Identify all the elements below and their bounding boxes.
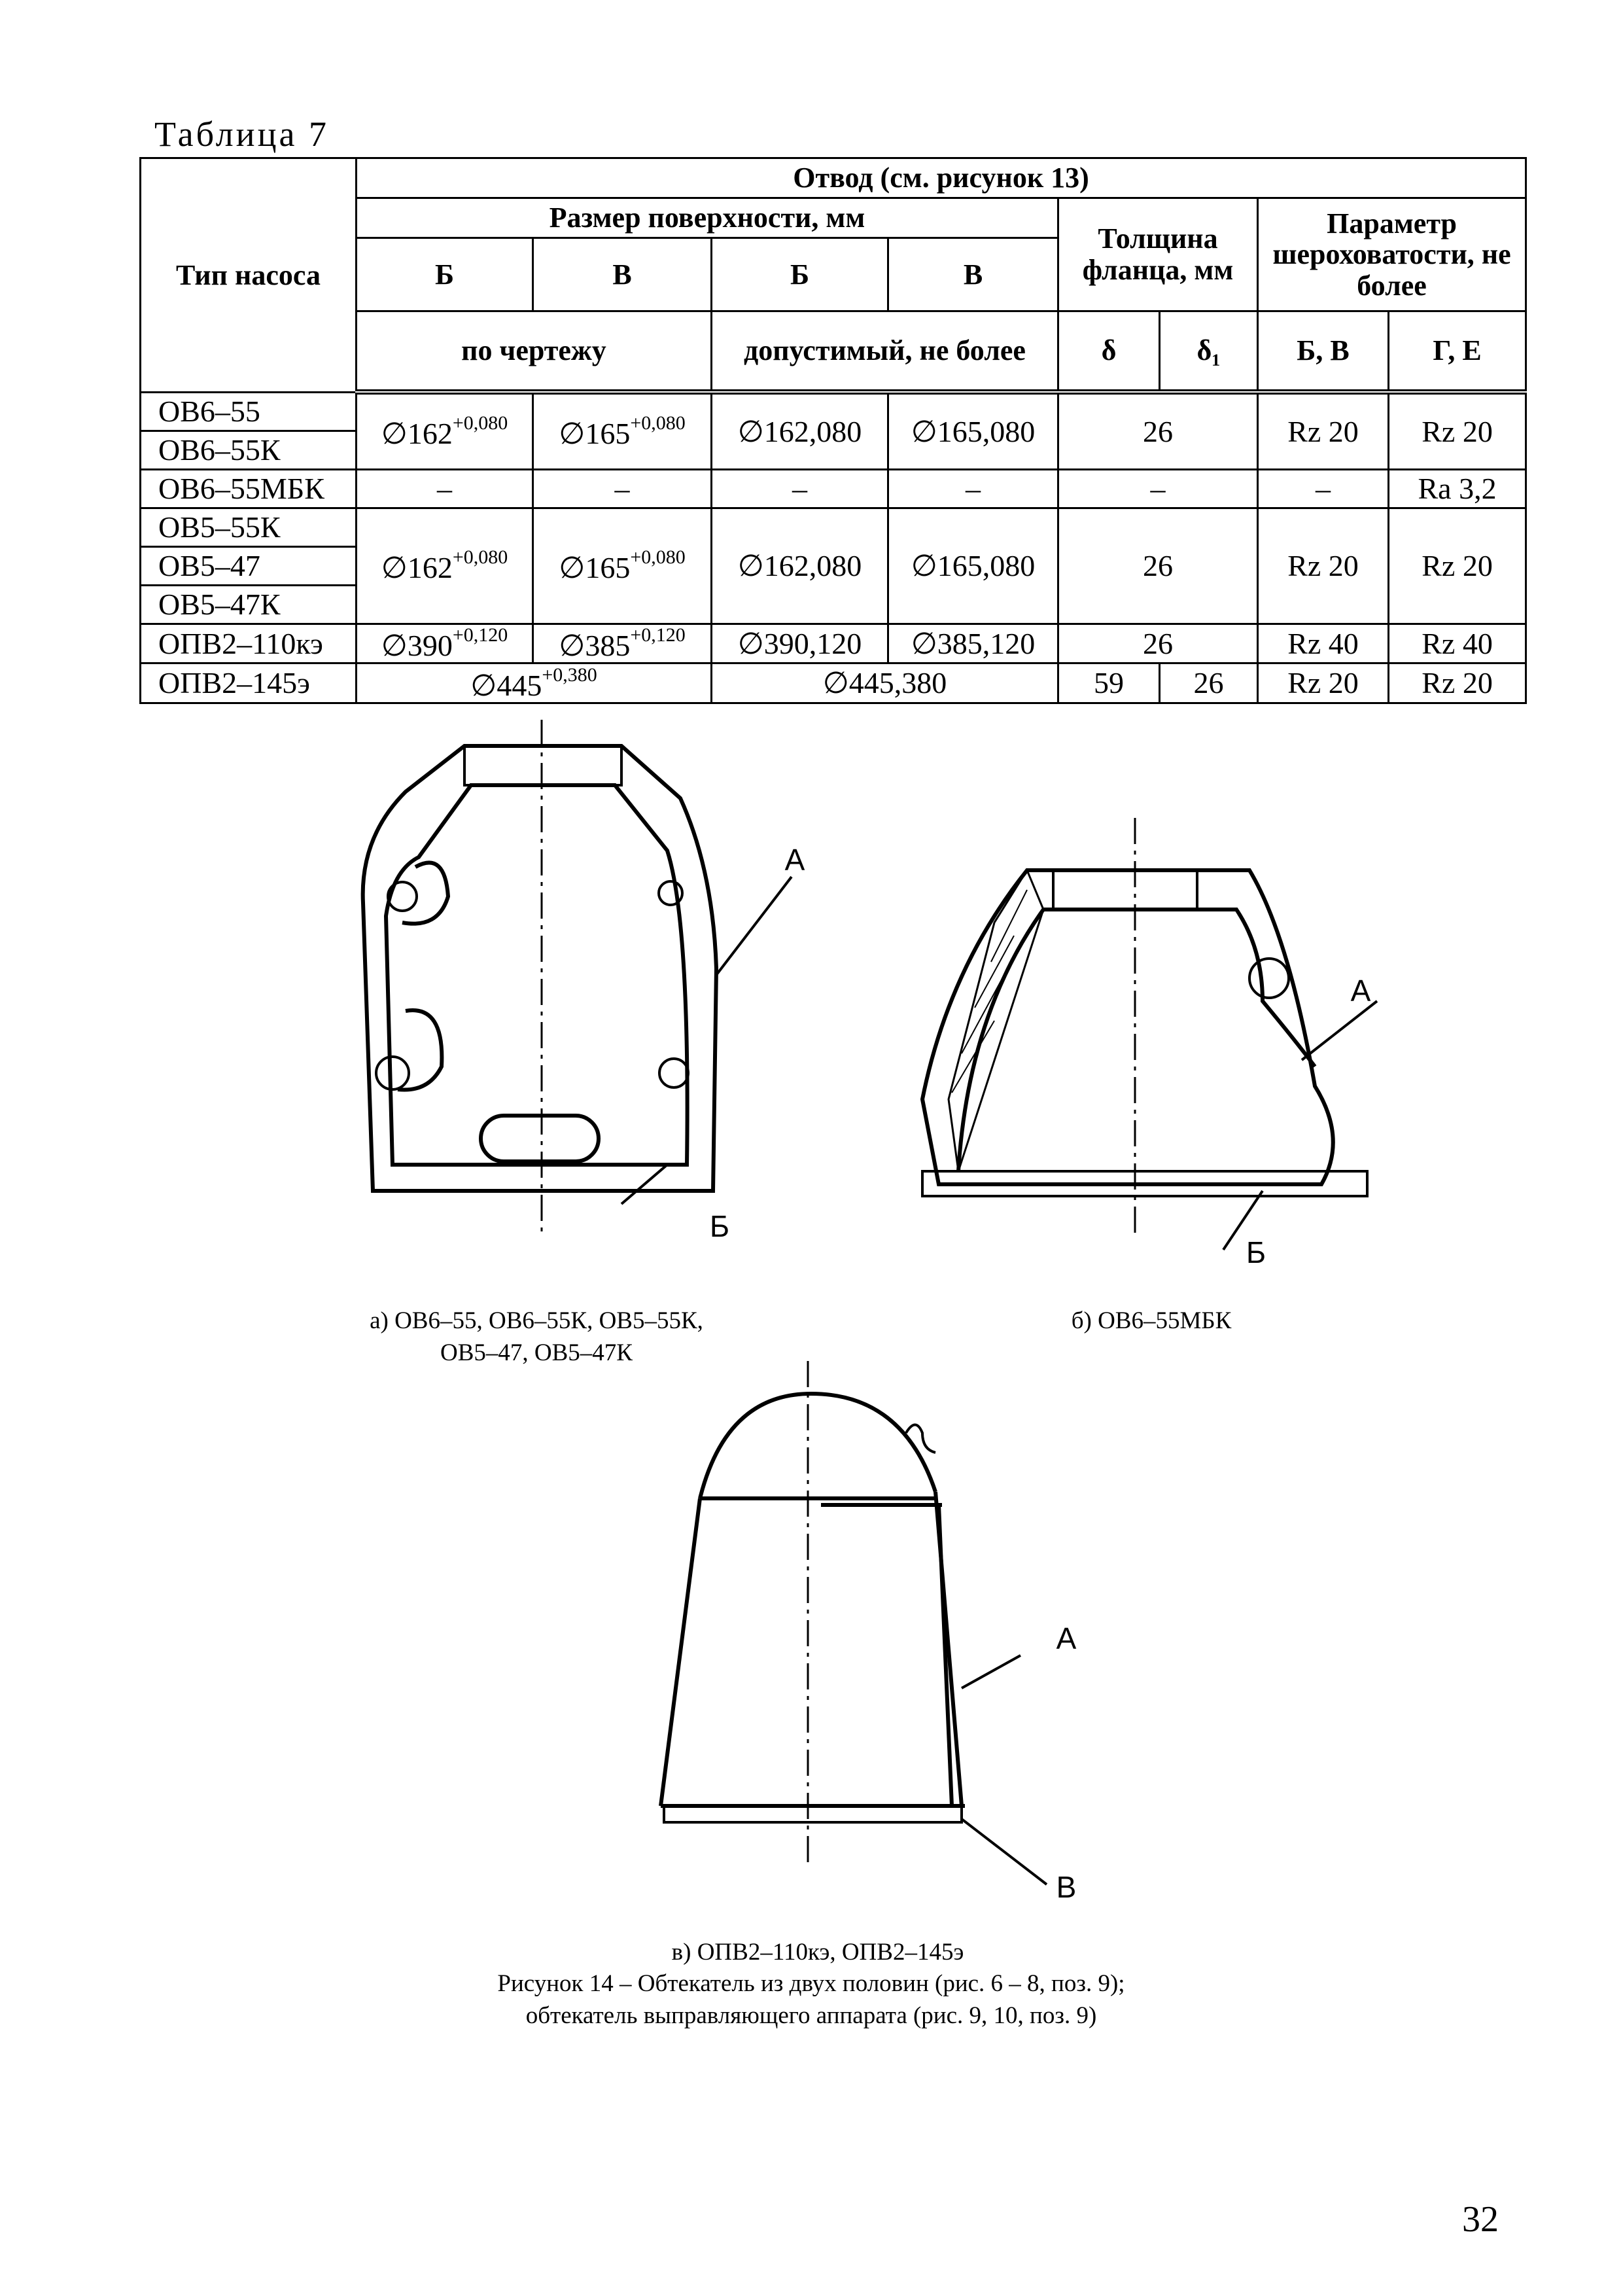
- header-outlet: Отвод (см. рисунок 13): [357, 158, 1526, 198]
- g5-rough-ge: Rz 20: [1389, 663, 1526, 703]
- row-opv2-145e: ОПВ2–145э: [141, 663, 357, 703]
- g3-v-max: ∅165,080: [888, 508, 1058, 624]
- header-col-v2: В: [888, 238, 1058, 311]
- g4-v-max: ∅385,120: [888, 624, 1058, 663]
- g2-dash: –: [712, 469, 888, 508]
- g2-dash: –: [1058, 469, 1258, 508]
- figure-b-caption: б) ОВ6–55МБК: [1071, 1307, 1232, 1334]
- figure-b-drawing: [896, 805, 1406, 1296]
- g1-v: $\emptyset 165^{+0,080}$: [533, 392, 712, 469]
- figure-a-caption: а) ОВ6–55, ОВ6–55К, ОВ5–55К, ОВ5–47, ОВ5–47К: [370, 1307, 703, 1366]
- header-rough-bv: Б, В: [1258, 311, 1389, 392]
- g3-rough-ge: Rz 20: [1389, 508, 1526, 624]
- g4-rough-ge: Rz 40: [1389, 624, 1526, 663]
- figure-title: Рисунок 14 – Обтекатель из двух половин (рис. 6 – 8, поз. 9); обтекатель выправляющего аппарата (рис. 9, 10, поз. 9): [497, 1970, 1125, 2029]
- row-ov5-47: ОВ5–47: [141, 546, 357, 585]
- g2-dash: –: [357, 469, 533, 508]
- header-col-b2: Б: [712, 238, 888, 311]
- g3-b-max: ∅162,080: [712, 508, 888, 624]
- g1-b: $\emptyset 162^{+0,080}$: [357, 392, 533, 469]
- figure-c-drawing: [648, 1354, 1145, 1917]
- g5-delta: 59: [1058, 663, 1160, 703]
- g2-dash: –: [533, 469, 712, 508]
- g2-dash: –: [888, 469, 1058, 508]
- row-ov5-55k: ОВ5–55К: [141, 508, 357, 546]
- g5-bv: $\emptyset 445^{+0,380}$: [357, 663, 712, 703]
- header-col-b1: Б: [357, 238, 533, 311]
- g4-b: $\emptyset 390^{+0,120}$: [357, 624, 533, 663]
- figure-c-label-a: А: [1056, 1621, 1077, 1655]
- header-flange-thickness: Толщина фланца, мм: [1058, 198, 1258, 311]
- header-delta: δ: [1058, 311, 1160, 392]
- g1-rough-bv: Rz 20: [1258, 392, 1389, 469]
- header-pump-type: Тип насоса: [141, 158, 357, 393]
- g4-rough-bv: Rz 40: [1258, 624, 1389, 663]
- table-caption: Таблица 7: [154, 115, 329, 154]
- g2-dash: –: [1258, 469, 1389, 508]
- row-ov6-55: ОВ6–55: [141, 392, 357, 431]
- g3-b: $\emptyset 162^{+0,080}$: [357, 508, 533, 624]
- g4-b-max: ∅390,120: [712, 624, 888, 663]
- g3-delta: 26: [1058, 508, 1258, 624]
- g3-v: $\emptyset 165^{+0,080}$: [533, 508, 712, 624]
- header-by-drawing: по чертежу: [357, 311, 712, 392]
- figure-a-drawing: [314, 707, 811, 1269]
- figure-c-label-v: В: [1056, 1870, 1077, 1904]
- figure-c-caption: в) ОПВ2–110кэ, ОПВ2–145э: [671, 1939, 964, 1966]
- header-rough-ge: Г, Е: [1389, 311, 1526, 392]
- g5-bv-max: ∅445,380: [712, 663, 1058, 703]
- figure-b-label-a: А: [1350, 974, 1371, 1008]
- figure-a-label-b: Б: [709, 1209, 730, 1243]
- g4-delta: 26: [1058, 624, 1258, 663]
- g1-v-max: ∅165,080: [888, 392, 1058, 469]
- figure-a-label-a: А: [784, 843, 805, 877]
- g5-rough-bv: Rz 20: [1258, 663, 1389, 703]
- header-allowed: допустимый, не более: [712, 311, 1058, 392]
- page-number: 32: [1462, 2199, 1499, 2240]
- g1-rough-ge: Rz 20: [1389, 392, 1526, 469]
- row-ov6-55mbk: ОВ6–55МБК: [141, 469, 357, 508]
- g2-rough-ge: Ra 3,2: [1389, 469, 1526, 508]
- header-roughness: Параметр шероховатости, не более: [1258, 198, 1526, 311]
- row-ov5-47k: ОВ5–47К: [141, 585, 357, 624]
- header-col-v1: В: [533, 238, 712, 311]
- header-delta1: δ₁: [1160, 311, 1258, 392]
- header-surface-size: Размер поверхности, мм: [357, 198, 1058, 238]
- g1-delta: 26: [1058, 392, 1258, 469]
- g1-b-max: ∅162,080: [712, 392, 888, 469]
- spec-table: [139, 157, 1527, 704]
- g5-delta1: 26: [1160, 663, 1258, 703]
- row-ov6-55k: ОВ6–55К: [141, 431, 357, 469]
- figure-b-label-b: Б: [1246, 1235, 1266, 1269]
- row-opv2-110ke: ОПВ2–110кэ: [141, 624, 357, 663]
- g3-rough-bv: Rz 20: [1258, 508, 1389, 624]
- g4-v: $\emptyset 385^{+0,120}$: [533, 624, 712, 663]
